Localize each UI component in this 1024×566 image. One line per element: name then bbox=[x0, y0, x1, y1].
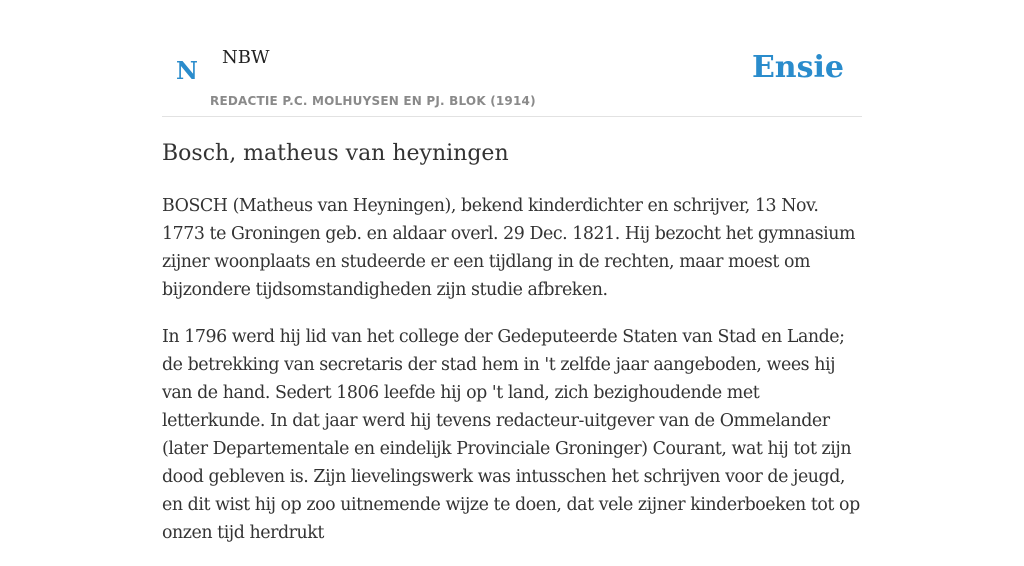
source-subtitle: REDACTIE P.C. MOLHUYSEN EN PJ. BLOK (1914) bbox=[210, 94, 536, 108]
article-paragraph: In 1796 werd hij lid van het college der Gedeputeerde Staten van Stad en Lande; de betrekking van secretaris der stad hem in 't zelfde jaar aangeboden, wees hij van de hand. Sedert 1806 leefde hij op 't land, zich bezighoudende met letterkunde. In dat jaar werd hij tevens redacteur-uitgever van de Ommelander (later Departementale en eindelijk Provinciale Groninger) Courant, wat hij tot zijn dood gebleven is. Zijn lievelingswerk was intusschen het schrijven voor de jeugd, en dit wist hij op zoo uitnemende wijze te doen, dat vele zijner kinderboeken tot op onzen tijd herdrukt bbox=[162, 327, 860, 543]
page-title: Bosch, matheus van heyningen bbox=[162, 141, 509, 166]
source-logo-icon: N bbox=[176, 56, 198, 85]
brand-logo-link[interactable]: Ensie bbox=[751, 50, 844, 85]
source-name[interactable]: NBW bbox=[222, 47, 270, 68]
header bbox=[162, 0, 862, 117]
article-paragraph: BOSCH (Matheus van Heyningen), bekend kinderdichter en schrijver, 13 Nov. 1773 te Groningen geb. en aldaar overl. 29 Dec. 1821. Hij bezocht het gymnasium zijner woonplaats en studeerde er een tijdlang in de rechten, maar moest om bijzondere tijdsomstandigheden zijn studie afbreken. bbox=[162, 196, 855, 300]
article-body bbox=[162, 192, 864, 566]
